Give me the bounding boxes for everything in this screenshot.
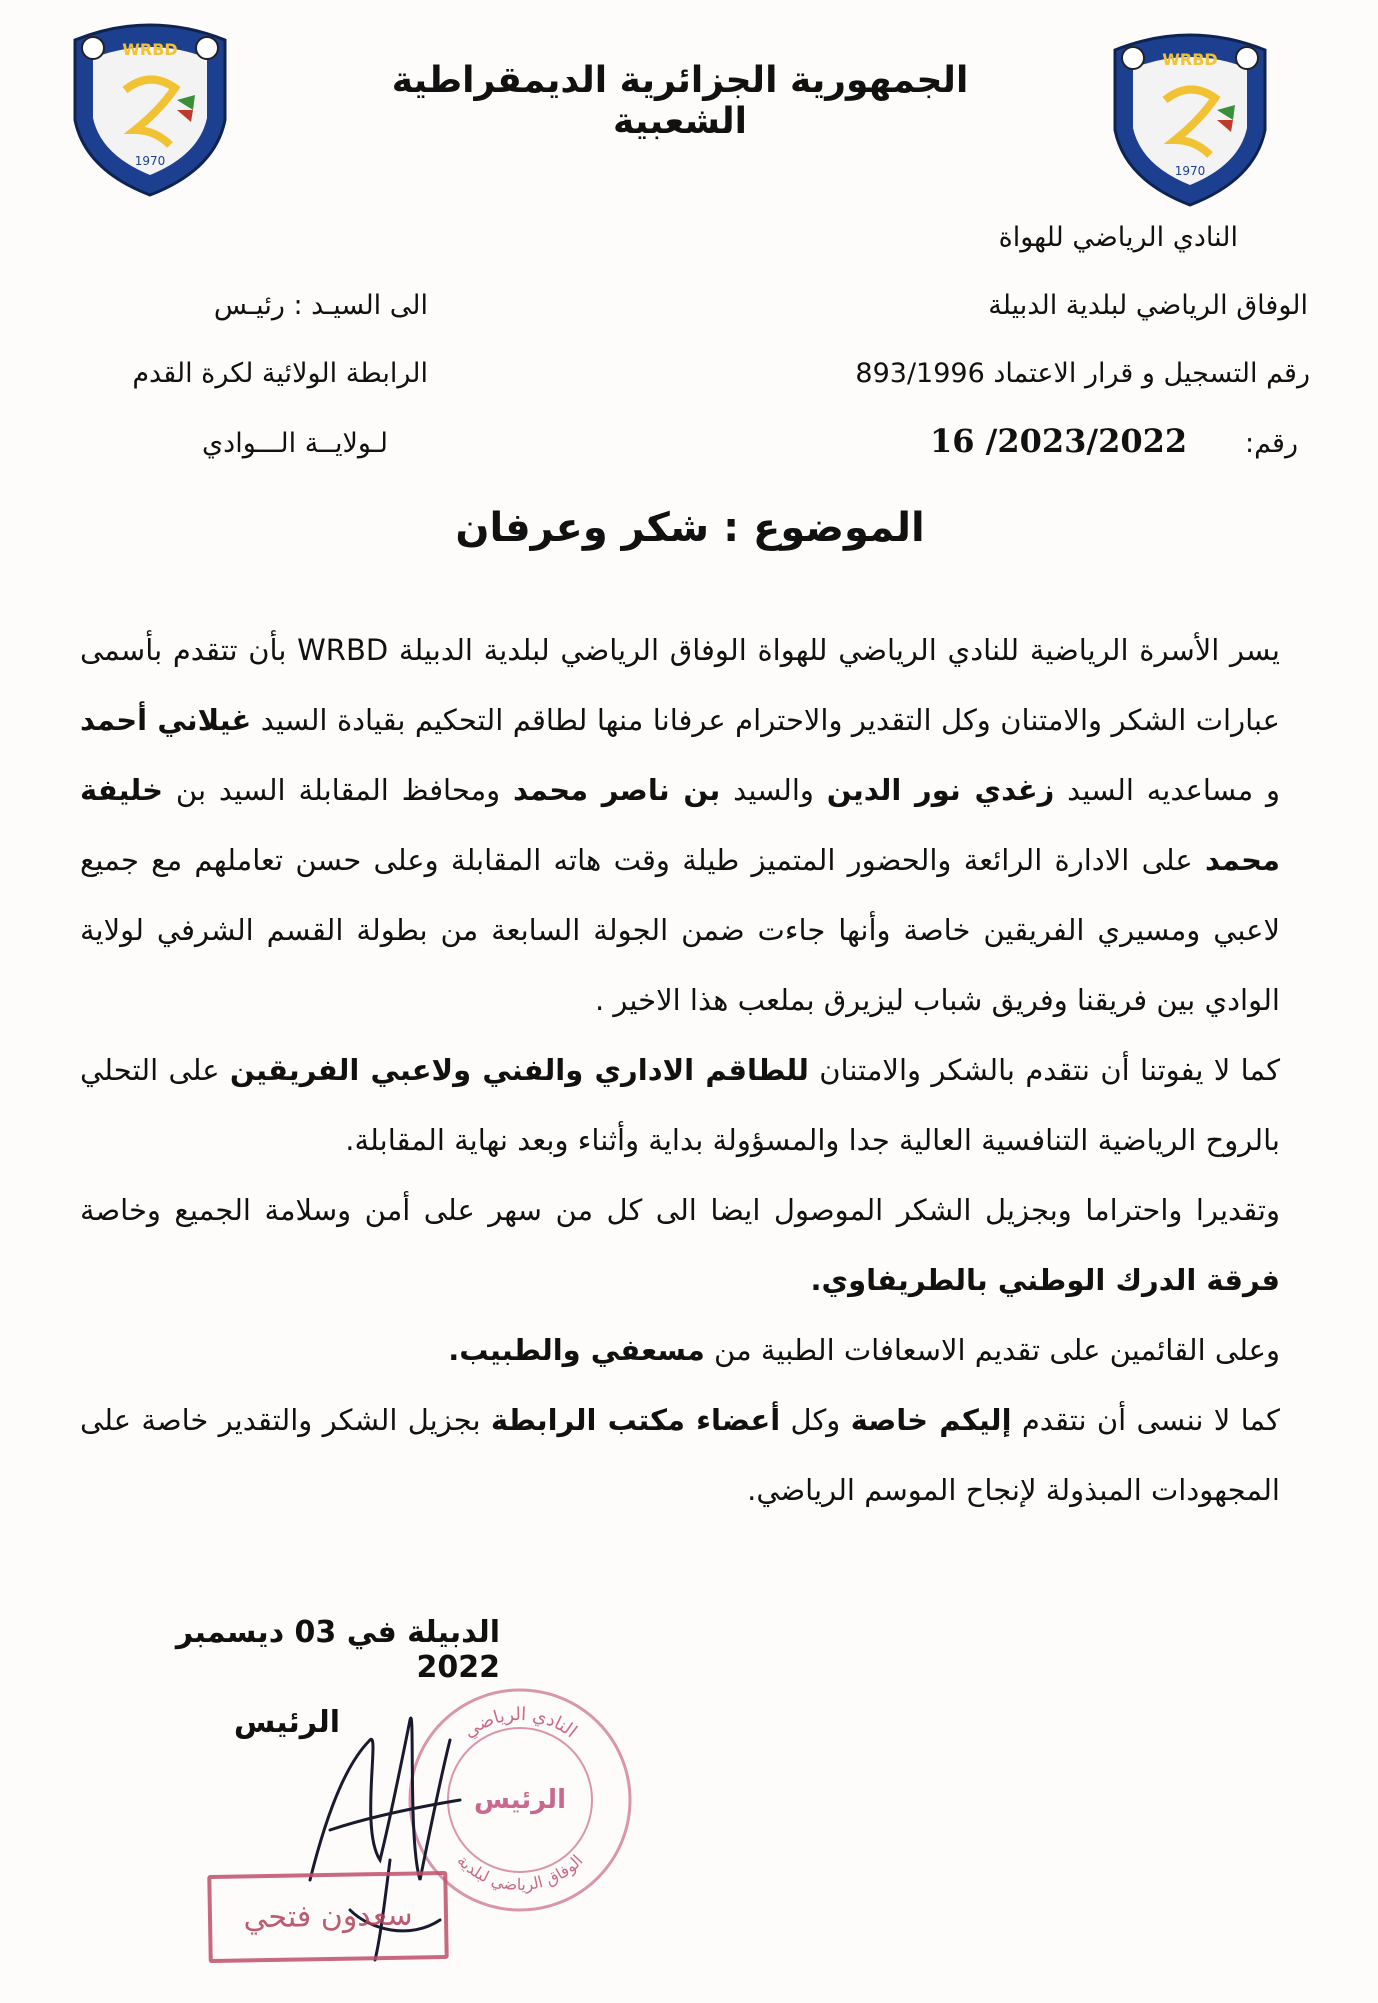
country-title: الجمهورية الجزائرية الديمقراطية الشعبية <box>391 60 969 142</box>
subject-line: الموضوع : شكر وعرفان <box>455 505 925 551</box>
p2-text-a: كما لا يفوتنا أن نتقدم بالشكر والامتنان <box>808 1053 1281 1087</box>
paragraph-2 <box>80 1035 1280 1175</box>
p1-text-d: ومحافظ المقابلة السيد بن <box>163 773 513 807</box>
p1-text-e: على الادارة الرائعة والحضور المتميز طيلة وقت هاته المقابلة وعلى حسن تعاملهم مع جميع لاعبي ومسيري الفريقين خاصة وأنها جاءت ضمن الجولة السابعة من بطولة القسم الشرفي لولاية الوادي بين فريقنا وفريق شباب ليزيرق بملعب هذا الاخير . <box>80 843 1280 1017</box>
p5-bold-1: إليكم خاصة <box>850 1403 1012 1437</box>
p1-text-a: يسر الأسرة الرياضية للنادي الرياضي للهواة الوفاق الرياضي لبلدية الدبيلة WRBD بأن تتقدم بأسمى عبارات الشكر والامتنان وكل التقدير والاحترام عرفانا منها لطاقم التحكيم بقيادة السيد <box>80 633 1281 737</box>
letter-body <box>80 615 1280 1525</box>
p2-bold: للطاقم الاداري والفني ولاعبي الفريقين <box>229 1053 809 1087</box>
p3-text-a: وتقديرا واحتراما وبجزيل الشكر الموصول ايضا الى كل من سهر على أمن وسلامة الجميع وخاصة <box>80 1193 1280 1227</box>
p1-text-b: و مساعديه السيد <box>1054 773 1280 807</box>
paragraph-3 <box>80 1175 1280 1315</box>
club-crest-left <box>65 10 235 200</box>
p4-text-a: وعلى القائمين على تقديم الاسعافات الطبية من <box>704 1333 1280 1367</box>
p2-text-b: على التحلي بالروح الرياضية التنافسية العالية جدا والمسؤولة بداية وأثناء وبعد نهاية المقابلة. <box>80 1053 1280 1157</box>
p5-bold-2: أعضاء مكتب الرابطة <box>490 1403 781 1437</box>
club-name-line2: الوفاق الرياضي لبلدية الدبيلة <box>988 290 1308 321</box>
name-stamp: سعدون فتحي <box>207 1871 448 1963</box>
p5-text-a: كما لا ننسى أن نتقدم <box>1011 1403 1280 1437</box>
president-label: الرئيس <box>233 1705 340 1740</box>
referee-name: غيلاني أحمد <box>80 703 252 737</box>
recipient-line1: الى السيـد : رئيـس <box>213 290 428 321</box>
club-crest-right <box>1105 20 1275 210</box>
crest-year-right: 1970 <box>1174 164 1206 178</box>
paragraph-4 <box>80 1315 1280 1385</box>
registration-line: رقم التسجيل و قرار الاعتماد 893/1996 <box>855 358 1310 389</box>
recipient-line3: لـولايــة الـــوادي <box>202 428 388 459</box>
crest-acronym-right: WRBD <box>1162 50 1218 69</box>
stamp-arc-top: النادي الرياضي <box>459 1703 581 1743</box>
crest-year-left: 1970 <box>134 154 166 168</box>
reference-number: 16 /2023/2022 <box>930 422 1188 460</box>
paragraph-1 <box>80 615 1280 1035</box>
paragraph-5 <box>80 1385 1280 1525</box>
p5-text-b: وكل <box>780 1403 851 1437</box>
commissioner-name: خليفة محمد <box>80 773 1280 877</box>
p3-bold: فرقة الدرك الوطني بالطريفاوي. <box>810 1263 1280 1297</box>
stamp-center: الرئيس <box>474 1785 566 1815</box>
club-name-line1: النادي الرياضي للهواة <box>998 222 1238 253</box>
assistant-name-2: بن ناصر محمد <box>513 773 721 807</box>
date-line: الدبيلة في 03 ديسمبر 2022 <box>175 1615 500 1685</box>
reference-label: رقم: <box>1244 428 1298 459</box>
stamp-arc-bottom: الوفاق الرياضي لبلدية <box>453 1850 587 1895</box>
p5-text-c: بجزيل الشكر والتقدير خاصة على المجهودات المبذولة لإنجاح الموسم الرياضي. <box>80 1403 1280 1507</box>
assistant-name-1: زغدي نور الدين <box>826 773 1055 807</box>
crest-acronym-left: WRBD <box>122 40 178 59</box>
recipient-line2: الرابطة الولائية لكرة القدم <box>132 358 428 389</box>
p1-text-c: والسيد <box>720 773 827 807</box>
p4-bold: مسعفي والطبيب. <box>448 1333 705 1367</box>
